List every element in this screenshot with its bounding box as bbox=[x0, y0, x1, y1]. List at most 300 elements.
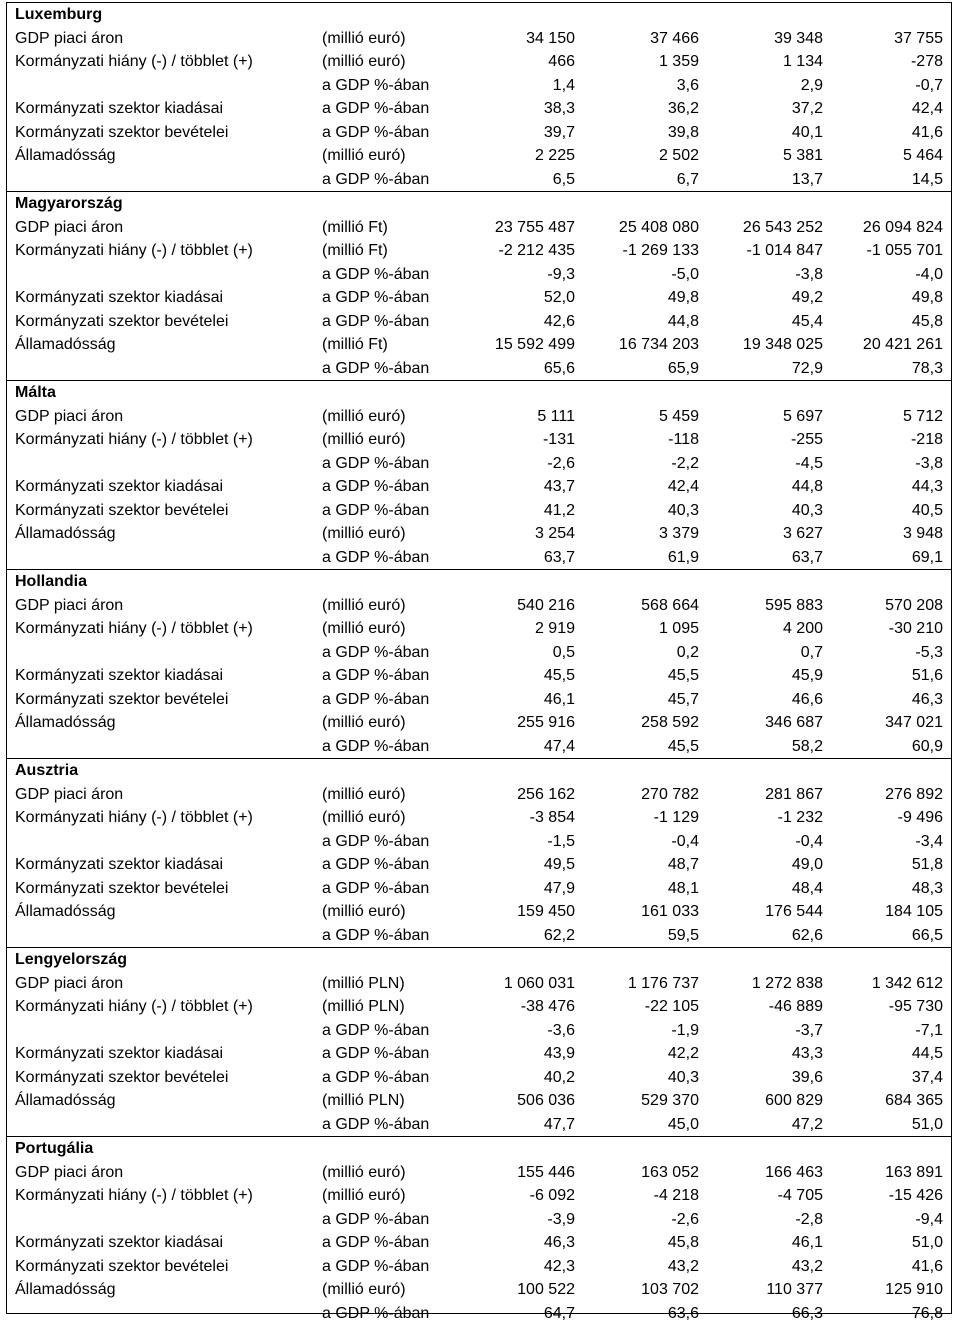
row-unit: a GDP %-ában bbox=[322, 168, 429, 192]
value-cell: 45,9 bbox=[713, 664, 823, 688]
row-unit: (millió euró) bbox=[322, 522, 406, 546]
row-label: Kormányzati szektor kiadásai bbox=[15, 286, 223, 310]
table-row bbox=[7, 594, 951, 618]
row-label: GDP piaci áron bbox=[15, 405, 123, 429]
row-label: Kormányzati szektor kiadásai bbox=[15, 853, 223, 877]
value-cell: 47,7 bbox=[465, 1113, 575, 1137]
table-row bbox=[7, 735, 951, 759]
row-unit: (millió PLN) bbox=[322, 1089, 405, 1113]
value-cell: 43,9 bbox=[465, 1042, 575, 1066]
row-unit: a GDP %-ában bbox=[322, 924, 429, 948]
value-cell: 3,6 bbox=[589, 74, 699, 98]
table-row bbox=[7, 1089, 951, 1113]
value-cell: 58,2 bbox=[713, 735, 823, 759]
value-cell: 26 094 824 bbox=[833, 216, 943, 240]
table-row bbox=[7, 924, 951, 948]
row-label: Államadósság bbox=[15, 711, 116, 735]
value-cell: 37 755 bbox=[833, 27, 943, 51]
table-row bbox=[7, 357, 951, 381]
value-cell: 3 254 bbox=[465, 522, 575, 546]
country-section bbox=[7, 569, 951, 758]
value-cell: 47,4 bbox=[465, 735, 575, 759]
value-cell: 46,3 bbox=[465, 1231, 575, 1255]
row-unit: (millió PLN) bbox=[322, 972, 405, 996]
table-row bbox=[7, 711, 951, 735]
value-cell: 49,0 bbox=[713, 853, 823, 877]
row-unit: (millió euró) bbox=[322, 711, 406, 735]
table-row bbox=[7, 1042, 951, 1066]
value-cell: 5 712 bbox=[833, 405, 943, 429]
value-cell: 39 348 bbox=[713, 27, 823, 51]
table-row bbox=[7, 475, 951, 499]
value-cell: 6,7 bbox=[589, 168, 699, 192]
table-row bbox=[7, 877, 951, 901]
value-cell: 100 522 bbox=[465, 1278, 575, 1302]
value-cell: 45,4 bbox=[713, 310, 823, 334]
table-row bbox=[7, 853, 951, 877]
value-cell: 600 829 bbox=[713, 1089, 823, 1113]
value-cell: 36,2 bbox=[589, 97, 699, 121]
country-heading: Hollandia bbox=[7, 570, 951, 594]
table-row bbox=[7, 499, 951, 523]
value-cell: 0,7 bbox=[713, 641, 823, 665]
value-cell: -95 730 bbox=[833, 995, 943, 1019]
row-label: Államadósság bbox=[15, 144, 116, 168]
value-cell: 48,7 bbox=[589, 853, 699, 877]
value-cell: 37,2 bbox=[713, 97, 823, 121]
value-cell: 66,5 bbox=[833, 924, 943, 948]
value-cell: 44,8 bbox=[713, 475, 823, 499]
value-cell: 69,1 bbox=[833, 546, 943, 570]
value-cell: 44,5 bbox=[833, 1042, 943, 1066]
value-cell: 43,7 bbox=[465, 475, 575, 499]
value-cell: 48,4 bbox=[713, 877, 823, 901]
value-cell: 0,2 bbox=[589, 641, 699, 665]
row-unit: a GDP %-ában bbox=[322, 735, 429, 759]
value-cell: 64,7 bbox=[465, 1302, 575, 1325]
value-cell: 43,2 bbox=[713, 1255, 823, 1279]
country-section bbox=[7, 1136, 951, 1325]
country-heading: Portugália bbox=[7, 1137, 951, 1161]
value-cell: 63,7 bbox=[465, 546, 575, 570]
value-cell: 45,5 bbox=[589, 735, 699, 759]
country-heading: Málta bbox=[7, 381, 951, 405]
row-label: Államadósság bbox=[15, 900, 116, 924]
value-cell: 39,6 bbox=[713, 1066, 823, 1090]
value-cell: 1 342 612 bbox=[833, 972, 943, 996]
value-cell: 0,5 bbox=[465, 641, 575, 665]
row-label: Kormányzati szektor kiadásai bbox=[15, 475, 223, 499]
value-cell: 20 421 261 bbox=[833, 333, 943, 357]
value-cell: -3,4 bbox=[833, 830, 943, 854]
table-row bbox=[7, 688, 951, 712]
row-label: Államadósság bbox=[15, 1278, 116, 1302]
value-cell: 39,8 bbox=[589, 121, 699, 145]
value-cell: -1,5 bbox=[465, 830, 575, 854]
value-cell: 1 134 bbox=[713, 50, 823, 74]
row-label: Kormányzati hiány (-) / többlet (+) bbox=[15, 806, 253, 830]
value-cell: -3 854 bbox=[465, 806, 575, 830]
value-cell: 47,9 bbox=[465, 877, 575, 901]
row-label: Kormányzati szektor bevételei bbox=[15, 310, 228, 334]
value-cell: -3,8 bbox=[713, 263, 823, 287]
value-cell: -5,3 bbox=[833, 641, 943, 665]
value-cell: 25 408 080 bbox=[589, 216, 699, 240]
value-cell: 2 225 bbox=[465, 144, 575, 168]
row-unit: a GDP %-ában bbox=[322, 475, 429, 499]
table-row bbox=[7, 74, 951, 98]
row-unit: (millió Ft) bbox=[322, 333, 388, 357]
value-cell: 684 365 bbox=[833, 1089, 943, 1113]
value-cell: -4 218 bbox=[589, 1184, 699, 1208]
row-unit: a GDP %-ában bbox=[322, 1019, 429, 1043]
row-label: Kormányzati hiány (-) / többlet (+) bbox=[15, 239, 253, 263]
value-cell: 40,3 bbox=[713, 499, 823, 523]
value-cell: 5 381 bbox=[713, 144, 823, 168]
value-cell: -9,4 bbox=[833, 1208, 943, 1232]
value-cell: 40,3 bbox=[589, 1066, 699, 1090]
value-cell: 51,0 bbox=[833, 1231, 943, 1255]
table-row bbox=[7, 168, 951, 192]
country-section bbox=[7, 758, 951, 947]
row-unit: a GDP %-ában bbox=[322, 1113, 429, 1137]
value-cell: 570 208 bbox=[833, 594, 943, 618]
table-row bbox=[7, 144, 951, 168]
table-row bbox=[7, 1184, 951, 1208]
value-cell: 13,7 bbox=[713, 168, 823, 192]
row-unit: (millió PLN) bbox=[322, 995, 405, 1019]
row-unit: a GDP %-ában bbox=[322, 97, 429, 121]
row-unit: (millió euró) bbox=[322, 27, 406, 51]
value-cell: -4,0 bbox=[833, 263, 943, 287]
value-cell: 256 162 bbox=[465, 783, 575, 807]
country-section bbox=[7, 380, 951, 569]
data-table bbox=[6, 2, 952, 1314]
row-label: Kormányzati hiány (-) / többlet (+) bbox=[15, 428, 253, 452]
value-cell: -1 232 bbox=[713, 806, 823, 830]
value-cell: 276 892 bbox=[833, 783, 943, 807]
value-cell: 42,4 bbox=[833, 97, 943, 121]
value-cell: -0,4 bbox=[589, 830, 699, 854]
value-cell: 45,0 bbox=[589, 1113, 699, 1137]
row-label: Kormányzati szektor bevételei bbox=[15, 1255, 228, 1279]
value-cell: -255 bbox=[713, 428, 823, 452]
row-label: GDP piaci áron bbox=[15, 783, 123, 807]
value-cell: 66,3 bbox=[713, 1302, 823, 1325]
value-cell: -218 bbox=[833, 428, 943, 452]
row-unit: a GDP %-ában bbox=[322, 1231, 429, 1255]
row-unit: (millió Ft) bbox=[322, 216, 388, 240]
value-cell: 1 095 bbox=[589, 617, 699, 641]
value-cell: 41,6 bbox=[833, 1255, 943, 1279]
row-label: Államadósság bbox=[15, 333, 116, 357]
row-unit: a GDP %-ában bbox=[322, 452, 429, 476]
value-cell: 45,5 bbox=[589, 664, 699, 688]
table-row bbox=[7, 783, 951, 807]
value-cell: 76,8 bbox=[833, 1302, 943, 1325]
value-cell: 59,5 bbox=[589, 924, 699, 948]
value-cell: -4,5 bbox=[713, 452, 823, 476]
row-label: Kormányzati hiány (-) / többlet (+) bbox=[15, 1184, 253, 1208]
value-cell: 529 370 bbox=[589, 1089, 699, 1113]
value-cell: 63,7 bbox=[713, 546, 823, 570]
country-heading: Magyarország bbox=[7, 192, 951, 216]
row-unit: (millió euró) bbox=[322, 1278, 406, 1302]
row-label: Kormányzati szektor bevételei bbox=[15, 688, 228, 712]
row-label: Kormányzati szektor bevételei bbox=[15, 1066, 228, 1090]
value-cell: 42,2 bbox=[589, 1042, 699, 1066]
value-cell: 1 060 031 bbox=[465, 972, 575, 996]
row-unit: a GDP %-ában bbox=[322, 357, 429, 381]
value-cell: 506 036 bbox=[465, 1089, 575, 1113]
row-label: Kormányzati szektor bevételei bbox=[15, 121, 228, 145]
value-cell: 5 464 bbox=[833, 144, 943, 168]
country-section bbox=[7, 191, 951, 380]
value-cell: -131 bbox=[465, 428, 575, 452]
value-cell: -118 bbox=[589, 428, 699, 452]
row-label: GDP piaci áron bbox=[15, 594, 123, 618]
table-row bbox=[7, 546, 951, 570]
table-row bbox=[7, 452, 951, 476]
value-cell: 26 543 252 bbox=[713, 216, 823, 240]
value-cell: 155 446 bbox=[465, 1161, 575, 1185]
value-cell: 38,3 bbox=[465, 97, 575, 121]
table-row bbox=[7, 1278, 951, 1302]
value-cell: 37,4 bbox=[833, 1066, 943, 1090]
value-cell: 49,8 bbox=[833, 286, 943, 310]
value-cell: 65,9 bbox=[589, 357, 699, 381]
value-cell: 1 272 838 bbox=[713, 972, 823, 996]
row-label: Kormányzati szektor bevételei bbox=[15, 877, 228, 901]
value-cell: 3 948 bbox=[833, 522, 943, 546]
value-cell: -0,4 bbox=[713, 830, 823, 854]
value-cell: 103 702 bbox=[589, 1278, 699, 1302]
value-cell: -9,3 bbox=[465, 263, 575, 287]
value-cell: 45,5 bbox=[465, 664, 575, 688]
value-cell: 43,3 bbox=[713, 1042, 823, 1066]
value-cell: 176 544 bbox=[713, 900, 823, 924]
value-cell: 281 867 bbox=[713, 783, 823, 807]
value-cell: -7,1 bbox=[833, 1019, 943, 1043]
value-cell: 5 111 bbox=[465, 405, 575, 429]
row-unit: (millió euró) bbox=[322, 428, 406, 452]
row-unit: a GDP %-ában bbox=[322, 1042, 429, 1066]
table-row bbox=[7, 333, 951, 357]
value-cell: 46,3 bbox=[833, 688, 943, 712]
value-cell: 52,0 bbox=[465, 286, 575, 310]
row-unit: a GDP %-ában bbox=[322, 121, 429, 145]
table-row bbox=[7, 806, 951, 830]
value-cell: -1 014 847 bbox=[713, 239, 823, 263]
value-cell: -1 269 133 bbox=[589, 239, 699, 263]
table-row bbox=[7, 1161, 951, 1185]
row-unit: a GDP %-ában bbox=[322, 877, 429, 901]
value-cell: 34 150 bbox=[465, 27, 575, 51]
value-cell: 39,7 bbox=[465, 121, 575, 145]
value-cell: 72,9 bbox=[713, 357, 823, 381]
value-cell: 41,2 bbox=[465, 499, 575, 523]
value-cell: 42,4 bbox=[589, 475, 699, 499]
table-row bbox=[7, 1066, 951, 1090]
table-row bbox=[7, 972, 951, 996]
value-cell: 44,8 bbox=[589, 310, 699, 334]
value-cell: 42,3 bbox=[465, 1255, 575, 1279]
value-cell: -22 105 bbox=[589, 995, 699, 1019]
value-cell: 540 216 bbox=[465, 594, 575, 618]
value-cell: -30 210 bbox=[833, 617, 943, 641]
value-cell: -2 212 435 bbox=[465, 239, 575, 263]
table-row bbox=[7, 310, 951, 334]
row-unit: (millió euró) bbox=[322, 783, 406, 807]
value-cell: 161 033 bbox=[589, 900, 699, 924]
value-cell: 595 883 bbox=[713, 594, 823, 618]
value-cell: 60,9 bbox=[833, 735, 943, 759]
value-cell: -3,9 bbox=[465, 1208, 575, 1232]
value-cell: 46,1 bbox=[713, 1231, 823, 1255]
row-unit: (millió euró) bbox=[322, 1184, 406, 1208]
value-cell: 65,6 bbox=[465, 357, 575, 381]
row-unit: a GDP %-ában bbox=[322, 664, 429, 688]
value-cell: 78,3 bbox=[833, 357, 943, 381]
value-cell: 46,6 bbox=[713, 688, 823, 712]
row-label: GDP piaci áron bbox=[15, 27, 123, 51]
row-unit: a GDP %-ában bbox=[322, 1302, 429, 1325]
value-cell: 466 bbox=[465, 50, 575, 74]
row-unit: a GDP %-ában bbox=[322, 830, 429, 854]
value-cell: 6,5 bbox=[465, 168, 575, 192]
value-cell: 1 359 bbox=[589, 50, 699, 74]
value-cell: 184 105 bbox=[833, 900, 943, 924]
value-cell: 16 734 203 bbox=[589, 333, 699, 357]
value-cell: 41,6 bbox=[833, 121, 943, 145]
country-section bbox=[7, 3, 951, 191]
value-cell: 51,6 bbox=[833, 664, 943, 688]
value-cell: -278 bbox=[833, 50, 943, 74]
row-unit: (millió euró) bbox=[322, 144, 406, 168]
row-unit: (millió euró) bbox=[322, 617, 406, 641]
value-cell: 48,3 bbox=[833, 877, 943, 901]
value-cell: 45,8 bbox=[589, 1231, 699, 1255]
value-cell: 49,5 bbox=[465, 853, 575, 877]
value-cell: 159 450 bbox=[465, 900, 575, 924]
value-cell: 347 021 bbox=[833, 711, 943, 735]
value-cell: 45,8 bbox=[833, 310, 943, 334]
value-cell: 51,0 bbox=[833, 1113, 943, 1137]
row-unit: a GDP %-ában bbox=[322, 688, 429, 712]
row-unit: (millió euró) bbox=[322, 900, 406, 924]
table-row bbox=[7, 1302, 951, 1325]
row-unit: a GDP %-ában bbox=[322, 263, 429, 287]
value-cell: 62,2 bbox=[465, 924, 575, 948]
country-heading: Luxemburg bbox=[7, 3, 951, 27]
value-cell: 110 377 bbox=[713, 1278, 823, 1302]
country-heading: Ausztria bbox=[7, 759, 951, 783]
row-label: Kormányzati hiány (-) / többlet (+) bbox=[15, 50, 253, 74]
value-cell: 14,5 bbox=[833, 168, 943, 192]
value-cell: -46 889 bbox=[713, 995, 823, 1019]
table-row bbox=[7, 1208, 951, 1232]
table-row bbox=[7, 121, 951, 145]
value-cell: 3 379 bbox=[589, 522, 699, 546]
row-label: Kormányzati szektor kiadásai bbox=[15, 1231, 223, 1255]
table-row bbox=[7, 405, 951, 429]
country-heading: Lengyelország bbox=[7, 948, 951, 972]
value-cell: 2,9 bbox=[713, 74, 823, 98]
row-unit: a GDP %-ában bbox=[322, 1208, 429, 1232]
value-cell: 62,6 bbox=[713, 924, 823, 948]
value-cell: -3,7 bbox=[713, 1019, 823, 1043]
value-cell: 37 466 bbox=[589, 27, 699, 51]
value-cell: 46,1 bbox=[465, 688, 575, 712]
row-unit: a GDP %-ában bbox=[322, 546, 429, 570]
value-cell: -2,8 bbox=[713, 1208, 823, 1232]
row-unit: a GDP %-ában bbox=[322, 74, 429, 98]
value-cell: 49,2 bbox=[713, 286, 823, 310]
value-cell: 1 176 737 bbox=[589, 972, 699, 996]
row-unit: a GDP %-ában bbox=[322, 310, 429, 334]
row-unit: a GDP %-ában bbox=[322, 499, 429, 523]
value-cell: 63,6 bbox=[589, 1302, 699, 1325]
value-cell: -38 476 bbox=[465, 995, 575, 1019]
value-cell: -15 426 bbox=[833, 1184, 943, 1208]
value-cell: 15 592 499 bbox=[465, 333, 575, 357]
value-cell: -1 055 701 bbox=[833, 239, 943, 263]
value-cell: 258 592 bbox=[589, 711, 699, 735]
value-cell: 43,2 bbox=[589, 1255, 699, 1279]
row-label: Kormányzati szektor kiadásai bbox=[15, 97, 223, 121]
row-label: GDP piaci áron bbox=[15, 972, 123, 996]
value-cell: 255 916 bbox=[465, 711, 575, 735]
value-cell: 48,1 bbox=[589, 877, 699, 901]
table-row bbox=[7, 522, 951, 546]
value-cell: -3,8 bbox=[833, 452, 943, 476]
table-row bbox=[7, 1113, 951, 1137]
value-cell: -0,7 bbox=[833, 74, 943, 98]
table-row bbox=[7, 1231, 951, 1255]
value-cell: -6 092 bbox=[465, 1184, 575, 1208]
row-unit: (millió euró) bbox=[322, 1161, 406, 1185]
row-label: Kormányzati hiány (-) / többlet (+) bbox=[15, 617, 253, 641]
row-unit: a GDP %-ában bbox=[322, 853, 429, 877]
value-cell: -2,6 bbox=[465, 452, 575, 476]
row-unit: a GDP %-ában bbox=[322, 1255, 429, 1279]
value-cell: 3 627 bbox=[713, 522, 823, 546]
value-cell: -1 129 bbox=[589, 806, 699, 830]
table-row bbox=[7, 263, 951, 287]
row-label: Kormányzati szektor bevételei bbox=[15, 499, 228, 523]
row-label: Államadósság bbox=[15, 1089, 116, 1113]
table-row bbox=[7, 995, 951, 1019]
value-cell: 1,4 bbox=[465, 74, 575, 98]
table-row bbox=[7, 50, 951, 74]
value-cell: 5 697 bbox=[713, 405, 823, 429]
table-row bbox=[7, 617, 951, 641]
table-row bbox=[7, 97, 951, 121]
value-cell: 42,6 bbox=[465, 310, 575, 334]
row-unit: a GDP %-ában bbox=[322, 1066, 429, 1090]
table-row bbox=[7, 664, 951, 688]
country-section bbox=[7, 947, 951, 1136]
value-cell: 5 459 bbox=[589, 405, 699, 429]
table-row bbox=[7, 239, 951, 263]
table-row bbox=[7, 830, 951, 854]
table-row bbox=[7, 1019, 951, 1043]
value-cell: 2 919 bbox=[465, 617, 575, 641]
row-unit: (millió euró) bbox=[322, 806, 406, 830]
value-cell: 19 348 025 bbox=[713, 333, 823, 357]
value-cell: 23 755 487 bbox=[465, 216, 575, 240]
value-cell: 163 052 bbox=[589, 1161, 699, 1185]
